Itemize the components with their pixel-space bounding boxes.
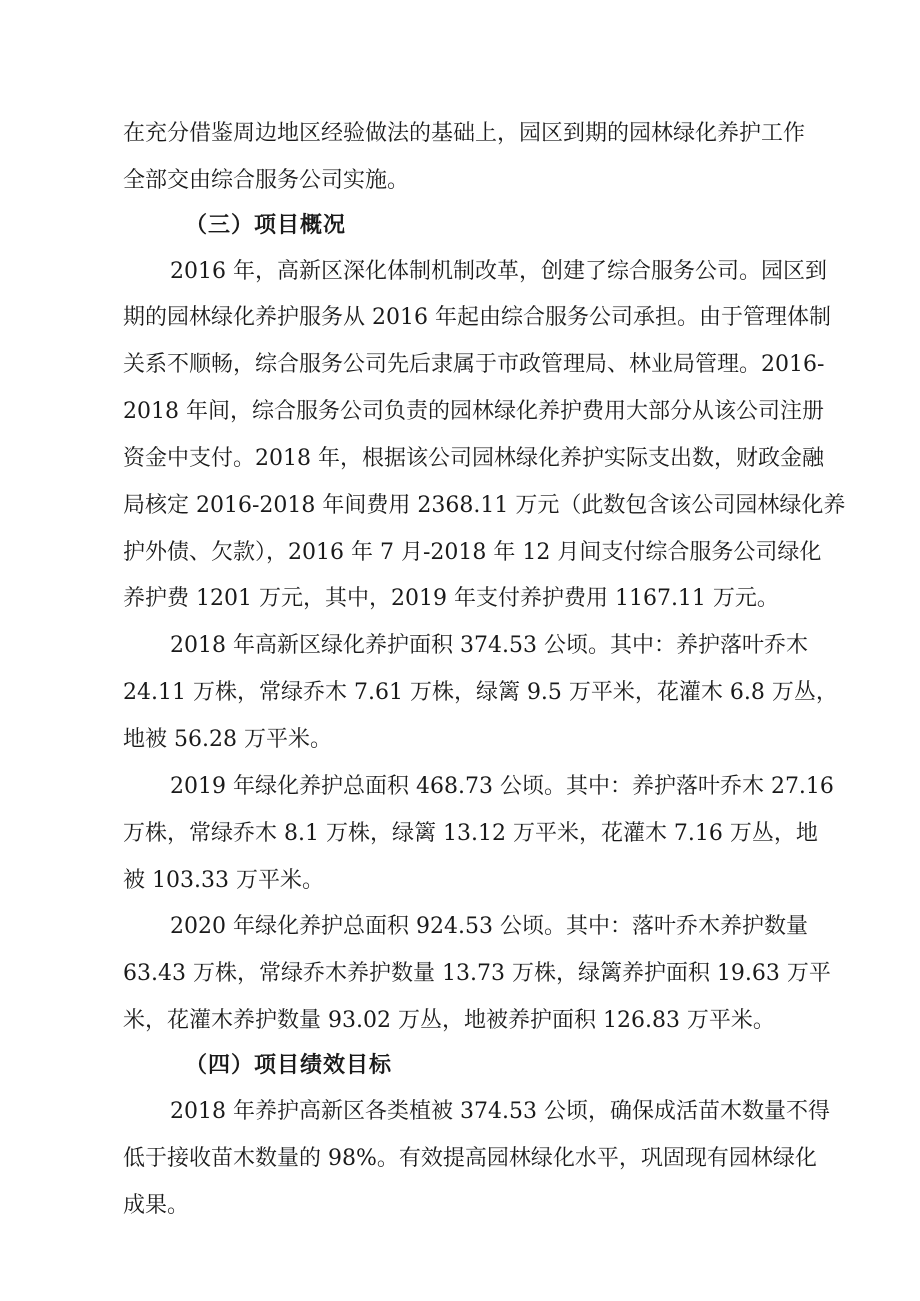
text-line: 2020 年绿化养护总面积 924.53 公顷。其中：落叶乔木养护数量 <box>170 914 808 939</box>
section-heading-3: （三）项目概况 <box>185 212 347 238</box>
text-line: 2019 年绿化养护总面积 468.73 公顷。其中：养护落叶乔木 27.16 <box>170 774 834 799</box>
text-line: 地被 56.28 万平米。 <box>123 727 332 752</box>
text-line: 低于接收苗木数量的 98%。有效提高园林绿化水平，巩固现有园林绿化 <box>123 1146 817 1171</box>
text-line: 米，花灌木养护数量 93.02 万丛，地被养护面积 126.83 万平米。 <box>123 1008 775 1033</box>
text-line: 在充分借鉴周边地区经验做法的基础上，园区到期的园林绿化养护工作 <box>123 121 806 146</box>
text-line: 养护费 1201 万元，其中，2019 年支付养护费用 1167.11 万元。 <box>123 586 779 611</box>
text-line: 护外债、欠款），2016 年 7 月-2018 年 12 月间支付综合服务公司绿化 <box>123 540 822 565</box>
text-line: 63.43 万株，常绿乔木养护数量 13.73 万株，绿篱养护面积 19.63 万平 <box>123 961 831 986</box>
text-line: 2018 年高新区绿化养护面积 374.53 公顷。其中：养护落叶乔木 <box>170 633 808 658</box>
text-line: 关系不顺畅，综合服务公司先后隶属于市政管理局、林业局管理。2016- <box>123 352 825 377</box>
section-heading-4: （四）项目绩效目标 <box>185 1052 393 1078</box>
text-line: 全部交由综合服务公司实施。 <box>123 168 410 193</box>
text-line: 局核定 2016-2018 年间费用 2368.11 万元（此数包含该公司园林绿化养 <box>123 493 846 518</box>
text-line: 被 103.33 万平米。 <box>123 868 324 893</box>
text-line: 成果。 <box>123 1193 190 1218</box>
text-line: 2016 年，高新区深化体制机制改革，创建了综合服务公司。园区到 <box>170 259 827 284</box>
text-line: 24.11 万株，常绿乔木 7.61 万株，绿篱 9.5 万平米，花灌木 6.8 万丛， <box>123 680 838 705</box>
text-line: 2018 年养护高新区各类植被 374.53 公顷，确保成活苗木数量不得 <box>170 1099 830 1124</box>
text-line: 2018 年间，综合服务公司负责的园林绿化养护费用大部分从该公司注册 <box>123 399 824 424</box>
text-line: 期的园林绿化养护服务从 2016 年起由综合服务公司承担。由于管理体制 <box>123 305 831 330</box>
text-line: 资金中支付。2018 年，根据该公司园林绿化养护实际支出数，财政金融 <box>123 446 824 471</box>
text-line: 万株，常绿乔木 8.1 万株，绿篱 13.12 万平米，花灌木 7.16 万丛，地 <box>123 821 818 846</box>
